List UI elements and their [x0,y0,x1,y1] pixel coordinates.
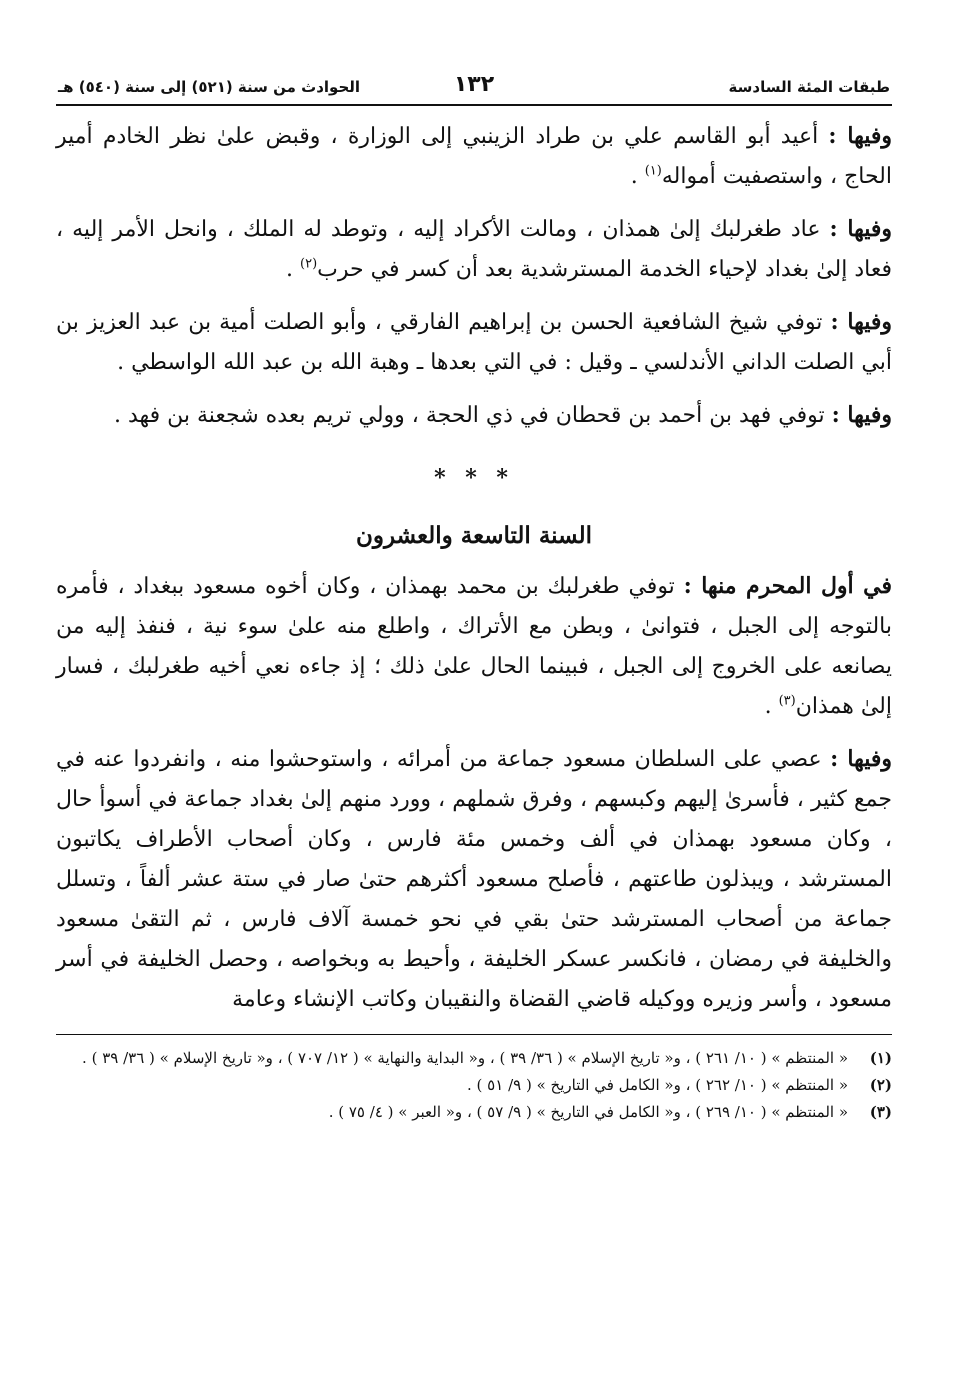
footnote-reference: (٣) [778,693,796,709]
footnotes [56,1045,892,1126]
footnote-text: « المنتظم » ( ١٠/ ٢٦٢ ) ، و« الكامل في التاريخ » ( ٩/ ٥١ ) . [467,1076,848,1094]
paragraph [56,566,892,727]
main-text [56,116,892,1020]
paragraph [56,395,892,436]
footnote-reference: (١) [644,163,662,179]
paragraph [56,302,892,383]
header-book-title: طبقات المئة السادسة [728,78,890,96]
footnote-number: (١) [869,1049,892,1067]
footnote [56,1045,892,1072]
footnote-text: « المنتظم » ( ١٠/ ٢٦١ ) ، و« تاريخ الإسلام » ( ٣٦/ ٣٩ ) ، و« البداية والنهاية » ( ١٢/ ٧٠٧ ) ، و« تاريخ الإسلام » ( ٣٦/ ٣٩ ) . [82,1049,848,1067]
paragraph-keyword: وفيها : [830,309,892,335]
paragraph [56,739,892,1020]
paragraph-text: توفي شيخ الشافعية الحسن بن إبراهيم الفارقي ، وأبو الصلت أمية بن عبد العزيز بن أبي الصلت الداني الأندلسي ـ وقيل : في التي بعدها ـ وهبة الله بن عبد الله الواسطي . [56,310,892,375]
footnote-text: « المنتظم » ( ١٠/ ٢٦٩ ) ، و« الكامل في التاريخ » ( ٩/ ٥٧ ) ، و« العبر » ( ٤/ ٧٥ ) . [328,1103,848,1121]
paragraph-tail: . [286,257,301,282]
footnote-number: (٣) [869,1103,892,1121]
footnote-divider [56,1034,892,1035]
header-chapter-title: الحوادث من سنة (٥٢١) إلى سنة (٥٤٠) هـ [58,78,361,96]
paragraph-tail: . [630,164,645,189]
page-number: ١٣٢ [453,72,495,97]
paragraph-text: عاد طغرلبك إلىٰ همذان ، ومالت الأكراد إليه ، وتوطد له الملك ، وانحل الأمر إليه ، فعاد إلىٰ بغداد لإحياء الخدمة المسترشدية بعد أن كسر في حرب [56,217,892,282]
paragraph-keyword: وفيها : [828,123,892,149]
paragraph-text: أعيد أبو القاسم علي بن طراد الزينبي إلى الوزارة ، وقبض علىٰ نظر الخادم أمير الحاج ، واستصفيت أمواله [56,124,892,189]
book-page [56,70,892,1330]
paragraph-keyword: وفيها : [829,216,892,242]
footnote-number: (٢) [869,1076,892,1094]
paragraph-text: عصي على السلطان مسعود جماعة من أمرائه ، واستوحشوا منه ، وانفردوا عنه في جمع كثير ، فأسرىٰ إليهم وكبسهم ، وفرق شملهم ، وورد منهم إلىٰ بغداد جماعة في أسوأ حال ، وكان مسعود بهمذان في ألف وخمس مئة فارس ، وكان أصحاب الأطراف يكاتبون المسترشد ، ويبذلون طاعتهم ، فأصلح مسعود أكثرهم حتىٰ صار في ستة عشر ألفاً ، وتسلل جماعة من أصحاب المسترشد حتىٰ بقي في نحو خمسة آلاف فارس ، ثم التقىٰ مسعود والخليفة في رمضان ، فانكسر عسكر الخليفة ، وأحيط به وبخواصه ، وحصل الخليفة في أسر مسعود ، وأسر وزيره ووكيله قاضي القضاة والنقيبان وكاتب الإنشاء وعامة [56,747,892,1012]
paragraph [56,116,892,197]
footnote-reference: (٢) [300,256,318,272]
footnote [56,1099,892,1126]
paragraph-text: توفي طغرلبك بن محمد بهمذان ، وكان أخوه مسعود ببغداد ، فأمره بالتوجه إلى الجبل ، فتوانىٰ ، وبطن مع الأتراك ، واطلع منه علىٰ سوء نية ، فنفذ إليه من يصانعه على الخروج إلى الجبل ، فبينما الحال علىٰ ذلك ؛ إذ جاءه نعي أخيه طغرلبك ، فسار إلىٰ همذان [56,574,893,719]
paragraph-text: توفي فهد بن أحمد بن قحطان في ذي الحجة ، وولي تريم بعده شجعنة بن فهد . [113,403,832,428]
paragraph-keyword: وفيها : [831,402,892,428]
running-header [56,70,892,106]
section-separator: * * * [434,465,514,491]
paragraph-keyword: في أول المحرم منها : [683,573,892,599]
footnote [56,1072,892,1099]
section-title: السنة التاسعة والعشرون [355,522,593,549]
paragraph-tail: . [764,694,779,719]
paragraph-keyword: وفيها : [830,746,893,772]
paragraph [56,209,892,290]
